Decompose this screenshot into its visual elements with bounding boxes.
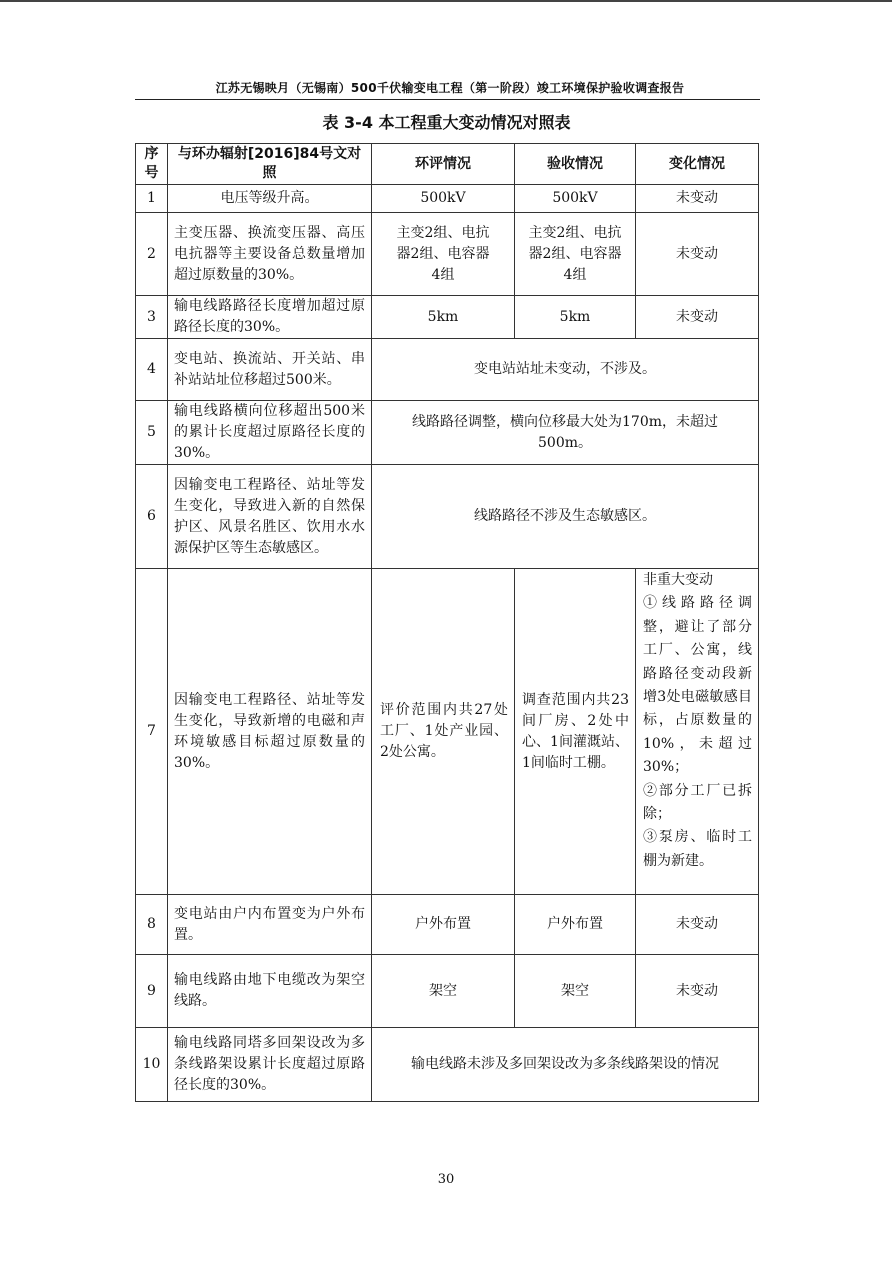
change-cell: 未变动 — [636, 296, 759, 339]
table-row — [136, 955, 759, 1028]
change-cell — [636, 569, 759, 895]
table-row — [136, 465, 759, 569]
table-row — [136, 895, 759, 955]
table-row — [136, 569, 759, 895]
change-note: ①线路路径调整，避让了部分工厂、公寓，线路路径变动段新增3处电磁敏感目标，占原数量的10%，未超过30%； — [643, 595, 752, 776]
row-number: 5 — [136, 401, 168, 465]
criterion-cell: 输电线路横向位移超出500米的累计长度超过原路径长度的30%。 — [168, 401, 372, 465]
merged-status-cell: 线路路径调整，横向位移最大处为170m，未超过500m。 — [372, 401, 759, 465]
header-rule — [135, 99, 760, 100]
criterion-cell: 因输变电工程路径、站址等发生变化，导致新增的电磁和声环境敏感目标超过原数量的30%。 — [168, 569, 372, 895]
criterion-cell: 因输变电工程路径、站址等发生变化，导致进入新的自然保护区、风景名胜区、饮用水水源保护区等生态敏感区。 — [168, 465, 372, 569]
row-number: 7 — [136, 569, 168, 895]
acceptance-cell: 调查范围内共23间厂房、2处中心、1间灌溉站、1间临时工棚。 — [515, 569, 636, 895]
change-note: ②部分工厂已拆除； — [643, 782, 752, 823]
change-comparison-table — [135, 143, 759, 1102]
criterion-cell: 电压等级升高。 — [168, 185, 372, 213]
eia-cell: 户外布置 — [372, 895, 515, 955]
criterion-cell: 输电线路由地下电缆改为架空线路。 — [168, 955, 372, 1028]
row-number: 3 — [136, 296, 168, 339]
table-row — [136, 213, 759, 296]
column-header-criterion: 与环办辐射[2016]84号文对照 — [168, 144, 372, 185]
acceptance-cell: 主变2组、电抗器2组、电容器4组 — [515, 213, 636, 296]
change-note: ③泵房、临时工棚为新建。 — [643, 829, 752, 869]
change-cell: 未变动 — [636, 895, 759, 955]
column-header-acceptance: 验收情况 — [515, 144, 636, 185]
row-number: 6 — [136, 465, 168, 569]
row-number: 1 — [136, 185, 168, 213]
column-header-eia: 环评情况 — [372, 144, 515, 185]
eia-cell: 主变2组、电抗器2组、电容器4组 — [372, 213, 515, 296]
acceptance-cell: 5km — [515, 296, 636, 339]
table-title: 表 3-4 本工程重大变动情况对照表 — [322, 113, 571, 132]
criterion-cell: 变电站、换流站、开关站、串补站站址位移超过500米。 — [168, 339, 372, 401]
eia-cell: 5km — [372, 296, 515, 339]
row-number: 9 — [136, 955, 168, 1028]
eia-cell: 500kV — [372, 185, 515, 213]
criterion-cell: 变电站由户内布置变为户外布置。 — [168, 895, 372, 955]
table-row — [136, 1028, 759, 1102]
table-row — [136, 401, 759, 465]
table-row — [136, 296, 759, 339]
criterion-cell: 主变压器、换流变压器、高压电抗器等主要设备总数量增加超过原数量的30%。 — [168, 213, 372, 296]
acceptance-cell: 500kV — [515, 185, 636, 213]
page-number: 30 — [437, 1172, 455, 1187]
change-cell: 未变动 — [636, 185, 759, 213]
criterion-cell: 输电线路同塔多回架设改为多条线路架设累计长度超过原路径长度的30%。 — [168, 1028, 372, 1102]
table-row — [136, 185, 759, 213]
acceptance-cell: 户外布置 — [515, 895, 636, 955]
row-number: 8 — [136, 895, 168, 955]
merged-status-cell: 变电站站址未变动，不涉及。 — [372, 339, 759, 401]
change-cell: 未变动 — [636, 213, 759, 296]
merged-status-cell: 线路路径不涉及生态敏感区。 — [372, 465, 759, 569]
criterion-cell: 输电线路路径长度增加超过原路径长度的30%。 — [168, 296, 372, 339]
eia-cell: 评价范围内共27处工厂、1处产业园、2处公寓。 — [372, 569, 515, 895]
table-row — [136, 339, 759, 401]
row-number: 2 — [136, 213, 168, 296]
column-header-no: 序号 — [136, 144, 168, 185]
change-cell: 未变动 — [636, 955, 759, 1028]
row-number: 4 — [136, 339, 168, 401]
table-header-row — [136, 144, 759, 185]
running-header: 江苏无锡映月（无锡南）500千伏输变电工程（第一阶段）竣工环境保护验收调查报告 — [215, 81, 685, 95]
acceptance-cell: 架空 — [515, 955, 636, 1028]
change-summary: 非重大变动 — [643, 572, 713, 588]
page-top-border — [0, 0, 892, 2]
row-number: 10 — [136, 1028, 168, 1102]
column-header-change: 变化情况 — [636, 144, 759, 185]
eia-cell: 架空 — [372, 955, 515, 1028]
merged-status-cell: 输电线路未涉及多回架设改为多条线路架设的情况 — [372, 1028, 759, 1102]
